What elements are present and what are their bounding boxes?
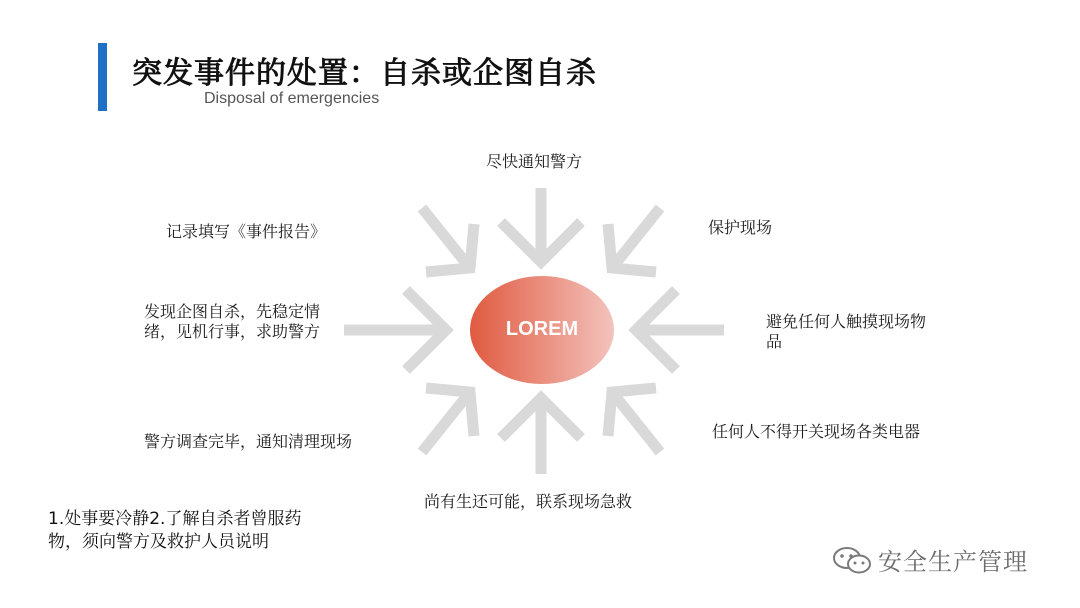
item-notify-police: 尽快通知警方 xyxy=(486,152,583,171)
arrow-top-right xyxy=(608,208,660,272)
wechat-icon xyxy=(832,545,872,575)
page-subtitle: Disposal of emergencies xyxy=(204,90,380,107)
item-first-aid: 尚有生还可能，联系现场急救 xyxy=(424,492,633,511)
watermark-text: 安全生产管理 xyxy=(878,548,1028,576)
item-clean-scene: 警方调查完毕，通知清理现场 xyxy=(144,432,353,451)
arrow-bottom xyxy=(501,398,581,474)
arrow-left xyxy=(344,290,446,370)
center-node-label: LOREM xyxy=(505,318,579,340)
item-no-switching: 任何人不得开关现场各类电器 xyxy=(712,422,921,441)
arrow-top-left xyxy=(422,208,474,272)
item-stabilize: 发现企图自杀，先稳定情绪，见机行事，求助警方 xyxy=(144,302,321,341)
item-protect-scene: 保护现场 xyxy=(708,218,773,237)
note-text: 1.处事要冷静2.了解自杀者曾服药物，须向警方及救护人员说明 xyxy=(48,509,302,552)
page-title: 突发事件的处置：自杀或企图自杀 xyxy=(132,56,597,91)
watermark xyxy=(832,542,1028,577)
item-avoid-touching: 避免任何人触摸现场物品 xyxy=(766,312,927,351)
arrow-right xyxy=(636,290,724,370)
arrow-top xyxy=(501,188,581,262)
arrow-bottom-left xyxy=(422,388,474,452)
arrow-bottom-right xyxy=(608,388,660,452)
item-record-report: 记录填写《事件报告》 xyxy=(166,222,327,241)
